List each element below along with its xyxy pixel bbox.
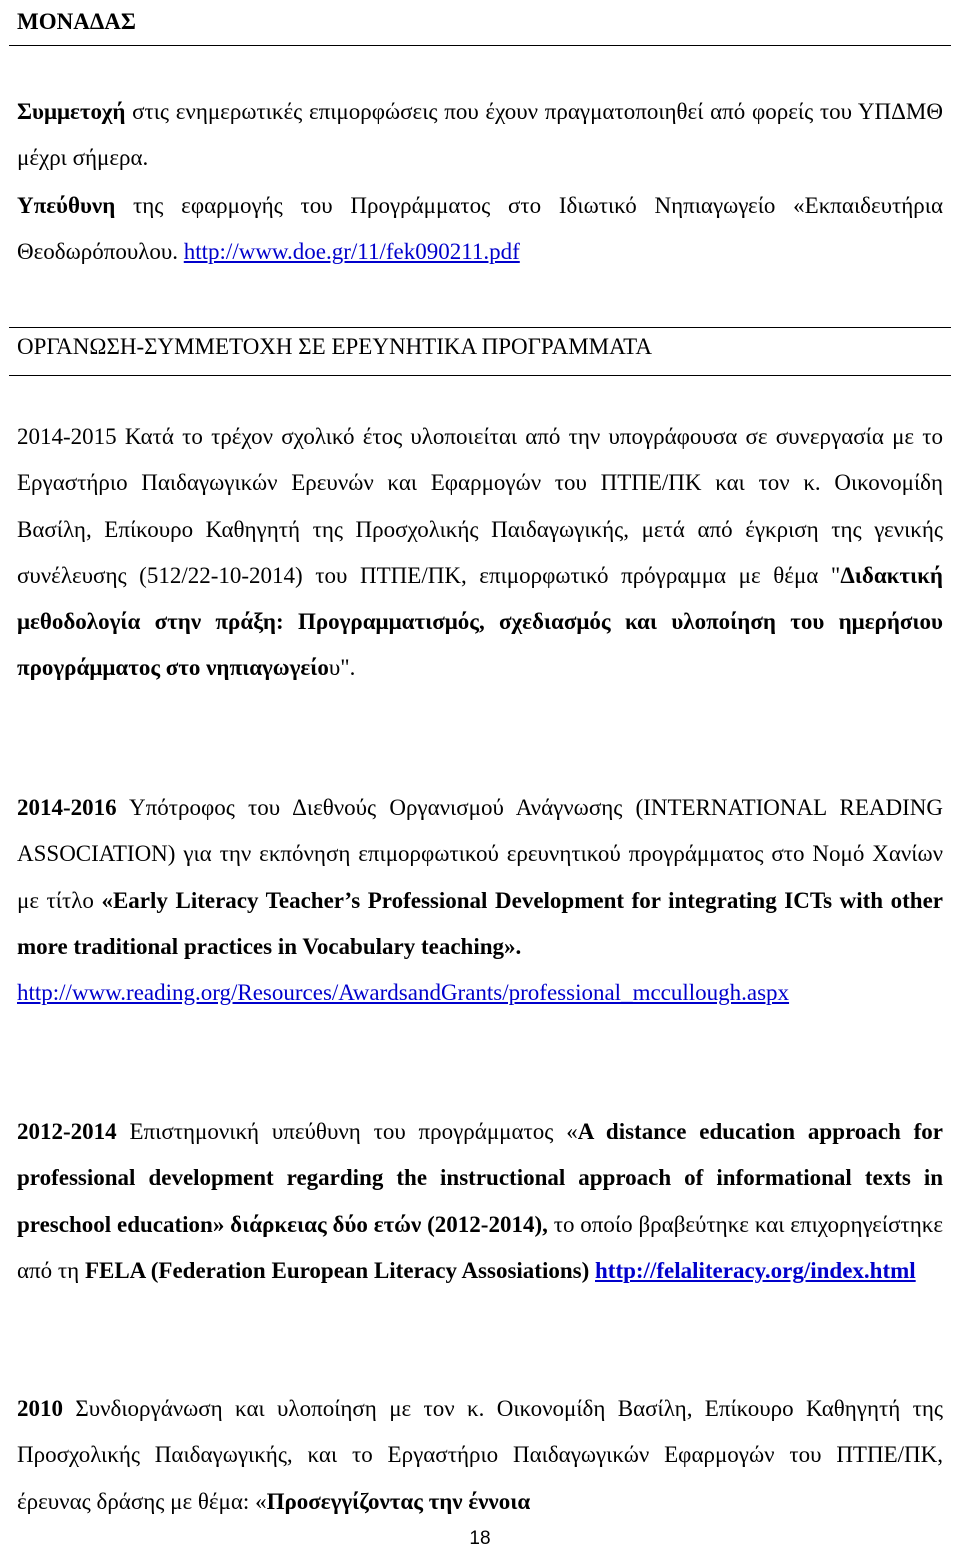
section-heading-research: ΟΡΓΑΝΩΣΗ-ΣΥΜΜΕΤΟΧΗ ΣΕ ΕΡΕΥΝΗΤΙΚΑ ΠΡΟΓΡΑΜΜΑΤΑ — [17, 334, 653, 359]
entry-2014-2016: 2014-2016 Υπότροφος του Διεθνούς Οργανισμού Ανάγνωσης (INTERNATIONAL READING ASSOCIATION) για την εκπόνηση επιμορφωτικού ερευνητικού προγράμματος στο Νομό Χανίων με τίτλο «Early Literacy Teacher’s Professional Development for integrating ICTs with other more traditional practices in Vocabulary teaching». http://www.reading.org/Resources/AwardsandGrants/professional_mccullough.aspx — [17, 795, 943, 1006]
entry-title: A distance education approach for professional development regarding the instructional approach of informational texts in preschool education» διάρκειας δύο ετών (2012-2014), — [17, 1119, 943, 1237]
entry-year: 2012-2014 — [17, 1119, 117, 1144]
fek-pdf-link[interactable]: http://www.doe.gr/11/fek090211.pdf — [183, 239, 520, 265]
entry-title: Προσεγγίζοντας την έννοια — [266, 1488, 531, 1514]
entry-year: 2014-2015 — [17, 424, 117, 449]
reading-org-link[interactable]: http://www.reading.org/Resources/AwardsandGrants/professional_mccullough.aspx — [17, 980, 790, 1006]
entry-2010: 2010 Συνδιοργάνωση και υλοποίηση με τον κ. Οικονομίδη Βασίλη, Επίκουρο Καθηγητή της Προσχολικής Παιδαγωγικής, και το Εργαστήριο Παιδαγωγικών Εφαρμογών του ΠΤΠΕ/ΠΚ, έρευνας δράσης με θέμα: «Προσεγγίζοντας την έννοια — [17, 1396, 943, 1514]
section-heading-monadas: ΜΟΝΑΔΑΣ — [17, 9, 136, 34]
paragraph-participation: Συμμετοχή στις ενημερωτικές επιμορφώσεις που έχουν πραγματοποιηθεί από φορείς του ΥΠΔΜΘ μέχρι σήμερα. — [17, 99, 943, 171]
divider — [9, 327, 951, 328]
divider — [9, 375, 951, 376]
entry-title: «Early Literacy Teacher’s Professional Development for integrating ICTs with other more traditional practices in Vocabulary teaching». — [17, 887, 943, 959]
page-number: 18 — [469, 1528, 491, 1549]
paragraph-responsible: Υπεύθυνη της εφαρμογής του Προγράμματος στο Ιδιωτικό Νηπιαγωγείο «Εκπαιδευτήρια Θεοδωρόπουλου. http://www.doe.gr/11/fek090211.pdf — [17, 193, 943, 265]
entry-2014-2015: 2014-2015 Κατά το τρέχον σχολικό έτος υλοποιείται από την υπογράφουσα σε συνεργασία με το Εργαστήριο Παιδαγωγικών Ερευνών και Εφαρμογών του ΠΤΠΕ/ΠΚ και τον κ. Οικονομίδη Βασίλη, Επίκουρο Καθηγητή της Προσχολικής Παιδαγωγικής, μετά από έγκριση της γενικής συνέλευσης (512/22-10-2014) του ΠΤΠΕ/ΠΚ, επιμορφωτικό πρόγραμμα με θέμα "Διδακτική μεθοδολογία στην πράξη: Προγραμματισμός, σχεδιασμός και υλοποίηση του ημερήσιου προγράμματος στο νηπιαγωγείου". — [17, 424, 943, 681]
entry-year: 2010 — [17, 1396, 63, 1421]
bold-label: Συμμετοχή — [17, 99, 126, 124]
bold-label: Υπεύθυνη — [17, 193, 116, 218]
fela-name: FELA (Federation European Literacy Assosiations) — [84, 1257, 590, 1283]
entry-title: Διδακτική μεθοδολογία στην πράξη: Προγραμματισμός, σχεδιασμός και υλοποίηση του ημερήσιου προγράμματος στο νηπιαγωγείο — [17, 562, 943, 681]
divider — [9, 45, 951, 46]
entry-2012-2014: 2012-2014 Επιστημονική υπεύθυνη του προγράμματος «A distance education approach for professional development regarding the instructional approach of informational texts in preschool education» διάρκειας δύο ετών (2012-2014), το οποίο βραβεύτηκε και επιχορηγείστηκε από τη FELA (Federation European Literacy Assosiations) http://felaliteracy.org/index.html — [17, 1119, 943, 1283]
fela-link[interactable]: http://felaliteracy.org/index.html — [595, 1257, 916, 1283]
entry-year: 2014-2016 — [17, 795, 117, 820]
